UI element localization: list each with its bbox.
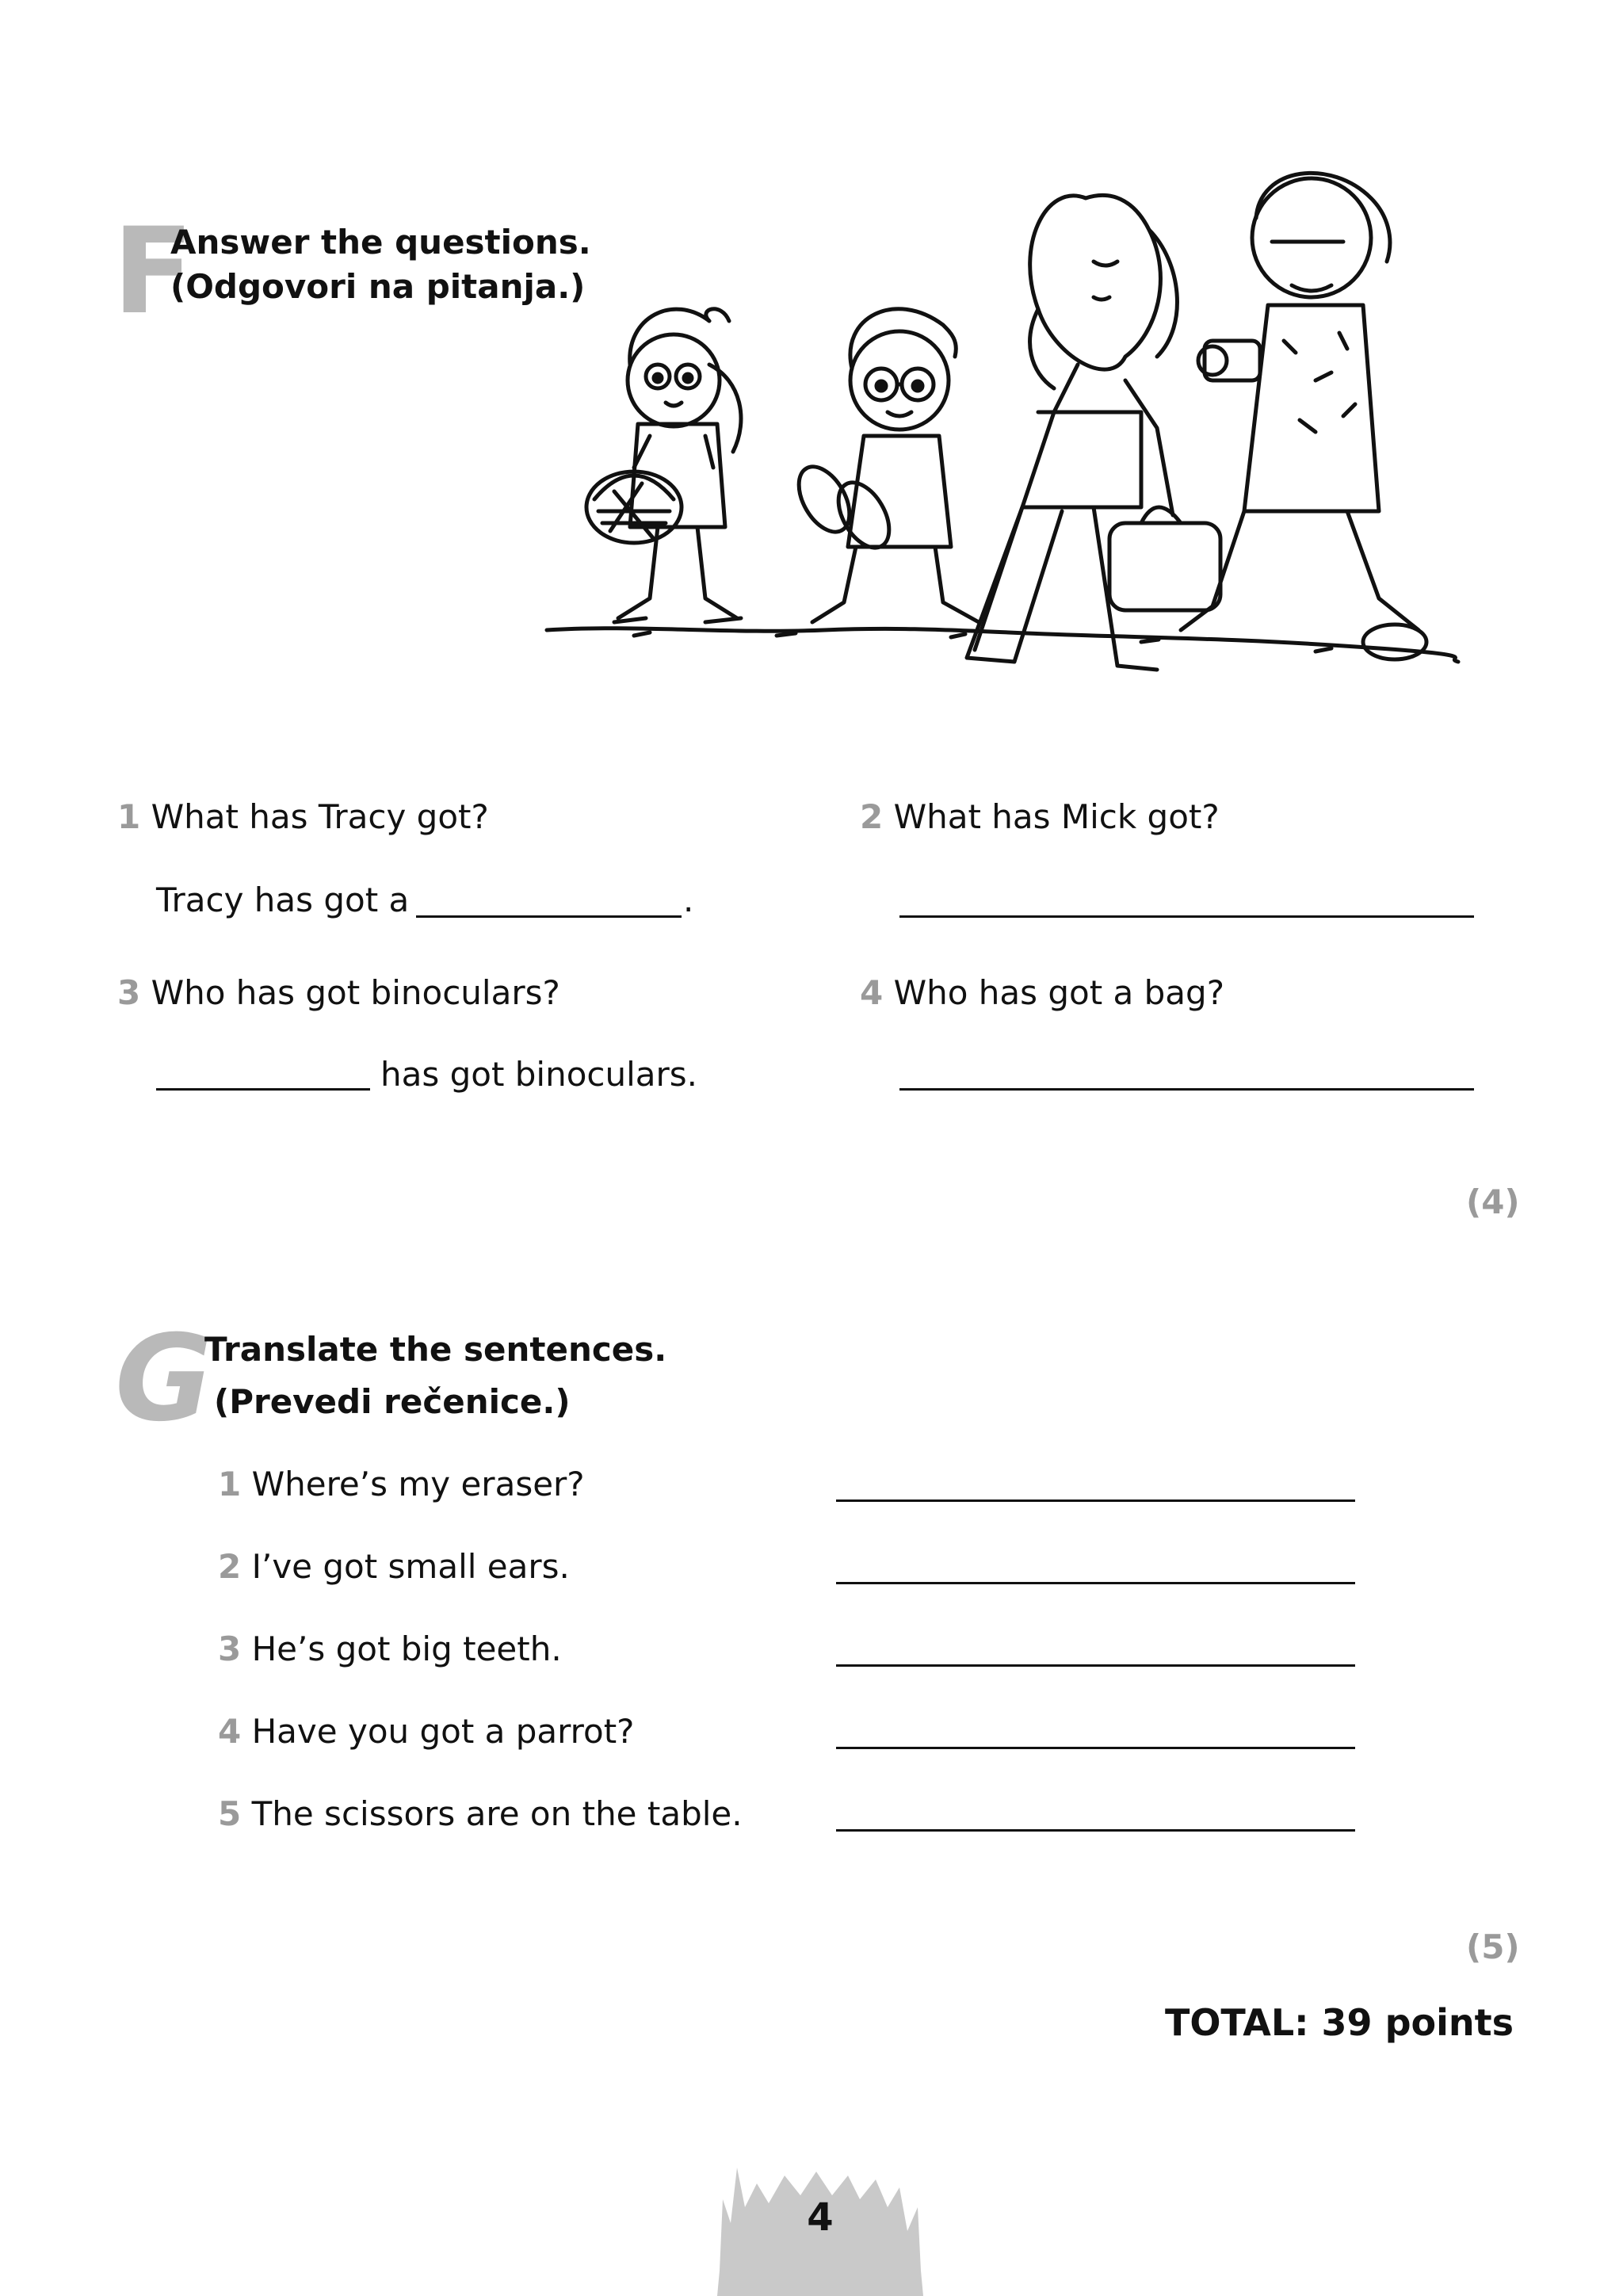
question-4-text: Who has got a bag? — [893, 973, 1224, 1012]
section-f-letter: F — [113, 203, 194, 341]
question-1-text: What has Tracy got? — [151, 797, 489, 836]
section-g-title-text: Translate the sentences. — [204, 1330, 667, 1369]
section-g-title — [204, 1328, 666, 1424]
section-f-points: (4) — [1466, 1182, 1520, 1221]
translation-1-field[interactable] — [836, 1499, 1355, 1502]
section-f-title-text: Answer the questions. — [170, 223, 591, 262]
answer-3-suffix: has got binoculars. — [380, 1055, 698, 1094]
question-4-number: 4 — [860, 973, 884, 1012]
sentence-5 — [218, 1794, 743, 1833]
total-points: TOTAL: 39 points — [1164, 2001, 1514, 2044]
sentence-1 — [218, 1465, 585, 1503]
translation-2-field[interactable] — [836, 1582, 1355, 1584]
answer-1-prefix: Tracy has got a — [156, 881, 410, 919]
question-1 — [117, 797, 489, 836]
section-f-subtitle-text: (Odgovori na pitanja.) — [170, 267, 586, 306]
mick-figure — [789, 309, 979, 622]
answer-4-field[interactable] — [899, 1088, 1474, 1091]
answer-3-field[interactable] — [156, 1088, 370, 1091]
sentence-1-text: Where’s my eraser? — [251, 1465, 585, 1503]
question-4 — [860, 973, 1224, 1012]
sentence-4-number: 4 — [218, 1712, 242, 1751]
section-g-subtitle-text: (Prevedi rečenice.) — [214, 1382, 571, 1421]
sentence-2-text: I’ve got small ears. — [251, 1547, 570, 1586]
family-walking-illustration — [539, 151, 1474, 721]
translation-4-field[interactable] — [836, 1747, 1355, 1749]
page-number: 4 — [807, 2195, 834, 2240]
question-3-text: Who has got binoculars? — [151, 973, 560, 1012]
section-g-points: (5) — [1466, 1927, 1520, 1966]
translation-3-field[interactable] — [836, 1664, 1355, 1667]
sentence-4 — [218, 1712, 635, 1751]
translation-5-field[interactable] — [836, 1829, 1355, 1832]
section-g-letter: G — [115, 1310, 213, 1448]
sentence-3 — [218, 1629, 562, 1668]
question-3 — [117, 973, 560, 1012]
answer-2-field[interactable] — [899, 915, 1474, 918]
sentence-1-number: 1 — [218, 1465, 242, 1503]
answer-1-field[interactable] — [416, 915, 682, 918]
question-3-number: 3 — [117, 973, 141, 1012]
question-1-number: 1 — [117, 797, 141, 836]
question-2 — [860, 797, 1220, 836]
question-2-number: 2 — [860, 797, 884, 836]
sentence-3-number: 3 — [218, 1629, 242, 1668]
sentence-4-text: Have you got a parrot? — [251, 1712, 635, 1751]
question-2-text: What has Mick got? — [893, 797, 1220, 836]
sentence-5-text: The scissors are on the table. — [251, 1794, 743, 1833]
mother-figure — [967, 195, 1220, 670]
answer-1-suffix: . — [683, 881, 694, 919]
sentence-2 — [218, 1547, 570, 1586]
sentence-3-text: He’s got big teeth. — [251, 1629, 562, 1668]
sentence-5-number: 5 — [218, 1794, 242, 1833]
sentence-2-number: 2 — [218, 1547, 242, 1586]
section-f-title — [170, 220, 591, 309]
tracy-figure — [586, 309, 741, 622]
father-figure — [1181, 173, 1426, 659]
